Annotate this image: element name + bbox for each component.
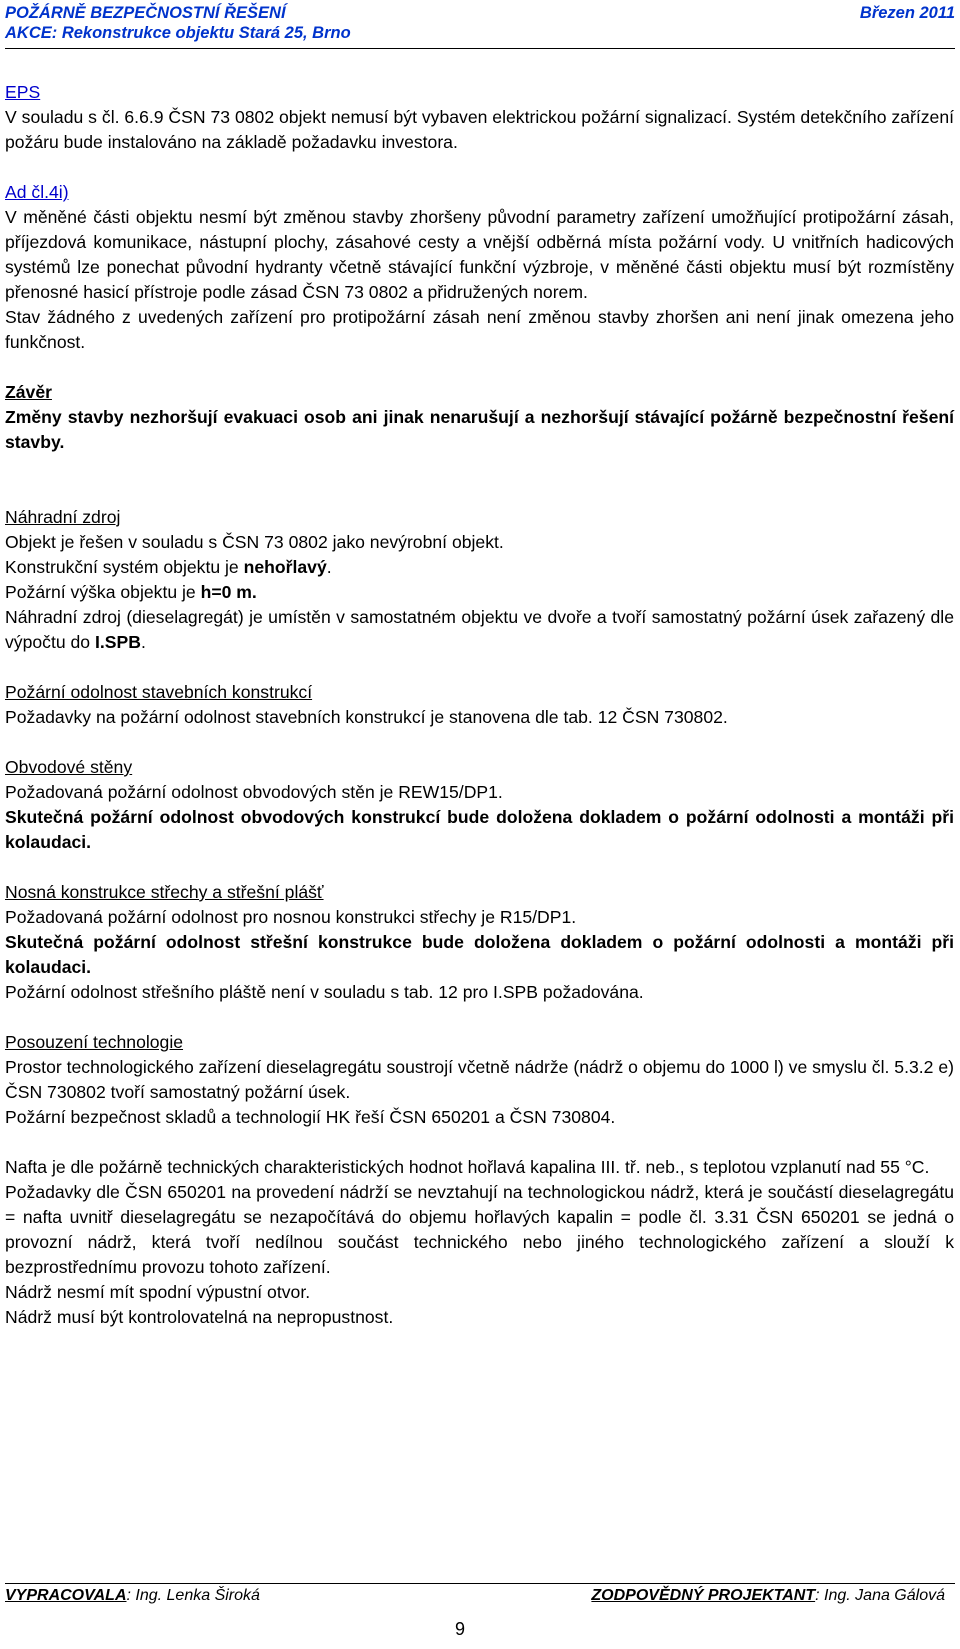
nz-line-3: Požární výška objektu je h=0 m.: [5, 582, 257, 602]
nz-heading: Náhradní zdroj: [5, 507, 121, 527]
page-number: 9: [454, 1619, 465, 1639]
pos-text: Požadavky na požární odolnost stavebních konstrukcí je stanovena dle tab. 12 ČSN 730802.: [5, 707, 728, 727]
nz-line-1: Objekt je řešen v souladu s ČSN 73 0802 jako nevýrobní objekt.: [5, 532, 504, 552]
header-title-row: [5, 4, 955, 23]
footer-author-name: : Ing. Lenka Široká: [126, 1587, 260, 1604]
nk-text-3: Požární odolnost střešního pláště není v souladu s tab. 12 pro I.SPB požadována.: [5, 982, 644, 1002]
nafta-text-3: Nádrž nesmí mít spodní výpustní otvor.: [5, 1282, 311, 1302]
eps-text: V souladu s čl. 6.6.9 ČSN 73 0802 objekt nemusí být vybaven elektrickou požární signalizací. Systém detekčního zařízení požáru bude instalováno na základě požadavku investora.: [5, 107, 954, 152]
ad-text-1: V měněné části objektu nesmí být změnou stavby zhoršeny původní parametry zařízení umožňující protipožární zásah, příjezdová komunikace, nástupní plochy, zásahové cesty a vnější odběrná místa požární vody. U vnitřních hadicových systémů lze ponechat původní hydranty včetně stávající funkční výzbroje, v měněné části objektu musí být rozmístěny přenosné hasicí přístroje podle zásad ČSN 73 0802 a přidružených norem.: [5, 207, 954, 302]
ad-text-2: Stav žádného z uvedených zařízení pro protipožární zásah není změnou stavby zhoršen ani není jinak omezena jeho funkčnost.: [5, 307, 954, 352]
footer-designer-label: ZODPOVĚDNÝ PROJEKTANT: [591, 1587, 816, 1604]
nafta-text-4: Nádrž musí být kontrolovatelná na nepropustnost.: [5, 1307, 394, 1327]
header-title: POŽÁRNĚ BEZPEČNOSTNÍ ŘEŠENÍ: [5, 4, 286, 22]
nz-line-4: Náhradní zdroj (dieselagregát) je umístěn v samostatném objektu ve dvoře a tvoří samostatný požární úsek zařazený dle výpočtu do I.SPB.: [5, 607, 954, 652]
footer-divider: [5, 1583, 955, 1584]
document-body: [5, 80, 954, 1330]
nafta-text-2: Požadavky dle ČSN 650201 na provedení nádrží se nevztahují na technologickou nádrž, která je součástí dieselagregátu = nafta uvnitř dieselagregátu se nezapočítává do objemu hořlavých kapalin = podle čl. 3.31 ČSN 650201 se jedná o provozní nádrž, která tvoří nedílnou součást technického nebo jiného technologického zařízení a slouží k bezprostřednímu provozu tohoto zařízení.: [5, 1182, 954, 1277]
os-heading: Obvodové stěny: [5, 757, 133, 777]
pt-heading: Posouzení technologie: [5, 1032, 184, 1052]
nk-text-1: Požadovaná požární odolnost pro nosnou konstrukci střechy je R15/DP1.: [5, 907, 577, 927]
footer-designer-name: : Ing. Jana Gálová: [815, 1587, 945, 1604]
pt-text-2: Požární bezpečnost skladů a technologií HK řeší ČSN 650201 a ČSN 730804.: [5, 1107, 616, 1127]
nafta-text-1: Nafta je dle požárně technických charakteristických hodnot hořlavá kapalina III. tř. neb., s teplotou vzplanutí nad 55 °C.: [5, 1157, 930, 1177]
footer-author-label: VYPRACOVALA: [5, 1587, 127, 1604]
nz-line-2: Konstrukční systém objektu je nehořlavý.: [5, 557, 332, 577]
os-text-2: Skutečná požární odolnost obvodových konstrukcí bude doložena dokladem o požární odolnosti a montáži při kolaudaci.: [5, 807, 954, 852]
nk-text-2: Skutečná požární odolnost střešní konstrukce bude doložena dokladem o požární odolnosti a montáži při kolaudaci.: [5, 932, 954, 977]
pt-text-1: Prostor technologického zařízení dieselagregátu soustrojí včetně nádrže (nádrž o objemu do 1000 l) ve smyslu čl. 5.3.2 e) ČSN 730802 tvoří samostatný požární úsek.: [5, 1057, 954, 1102]
header-date: Březen 2011: [859, 4, 955, 22]
footer-author: [5, 1587, 260, 1605]
header-action: AKCE: Rekonstrukce objektu Stará 25, Brno: [5, 24, 351, 42]
os-text-1: Požadovaná požární odolnost obvodových stěn je REW15/DP1.: [5, 782, 503, 802]
eps-heading: EPS: [5, 82, 41, 102]
zaver-heading: Závěr: [5, 382, 52, 402]
pos-heading: Požární odolnost stavebních konstrukcí: [5, 682, 313, 702]
nk-heading: Nosná konstrukce střechy a střešní plášť: [5, 882, 324, 902]
zaver-text: Změny stavby nezhoršují evakuaci osob ani jinak nenarušují a nezhoršují stávající požárně bezpečnostní řešení stavby.: [5, 407, 954, 452]
ad-heading: Ad čl.4i): [5, 182, 69, 202]
header-divider: [5, 48, 955, 49]
footer-designer: [591, 1587, 945, 1605]
